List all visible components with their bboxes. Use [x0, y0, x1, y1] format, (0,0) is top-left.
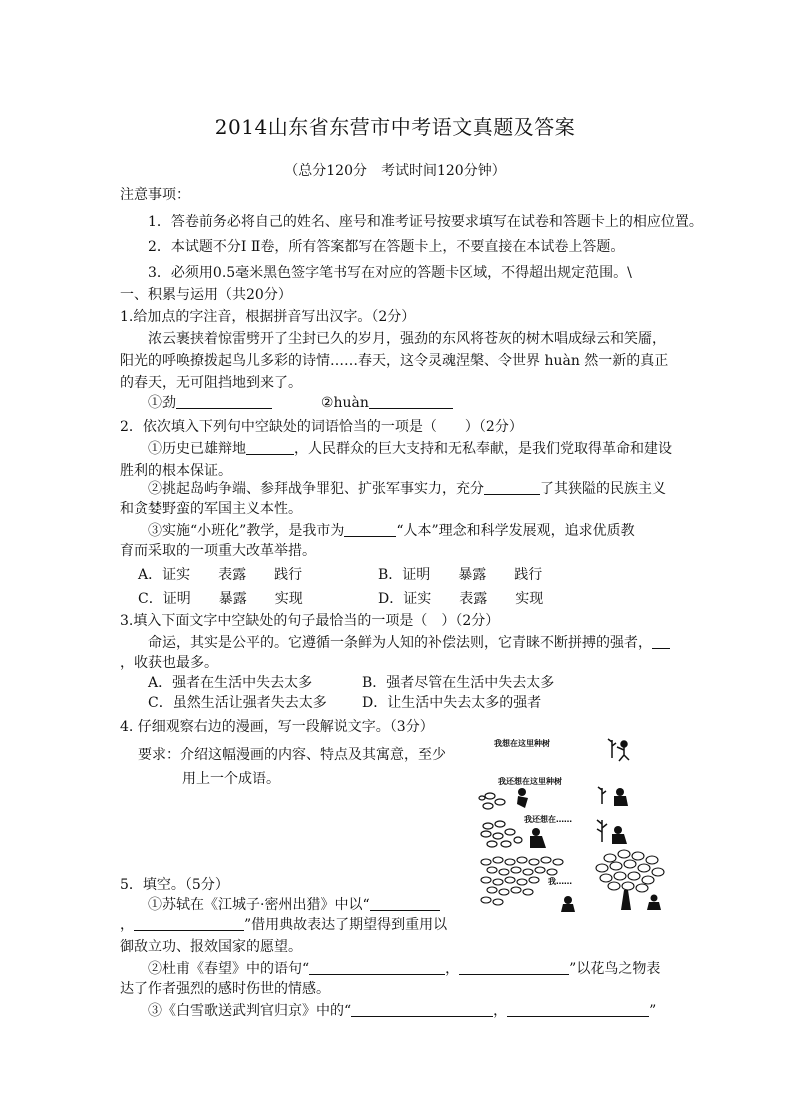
blank	[484, 480, 540, 495]
question-text: 的春天，无可阻挡地到来了。	[120, 375, 302, 391]
text-run: ”	[649, 1003, 657, 1019]
page-title: 2014山东省东营市中考语文真题及答案	[214, 115, 576, 139]
question-text	[148, 522, 635, 540]
option: B．强者尽管在生活中失去太多	[362, 675, 555, 691]
blank	[507, 1002, 649, 1017]
text-run: ，	[120, 917, 134, 933]
blank	[176, 394, 272, 409]
question-stem: 2．依次填入下列句中空缺处的词语恰当的一项是（ ）（2分）	[120, 419, 523, 435]
option: B．证明 暴露 践行	[378, 567, 543, 583]
option: D．让生活中失去太多的强者	[362, 695, 542, 711]
answer-label: ②huàn	[320, 395, 369, 411]
cartoon-caption: 我还想在……	[524, 815, 572, 824]
question-stem: 1.给加点的字注音，根据拼音写出汉字。（2分）	[120, 309, 416, 325]
question-text	[148, 960, 660, 978]
cartoon-caption: 我还想在这里种树	[498, 777, 562, 786]
blank	[344, 522, 396, 537]
question-text: ，收获也最多。	[120, 655, 218, 671]
question-text	[148, 1002, 656, 1020]
blank	[351, 1002, 493, 1017]
answer-label: ①劲	[148, 395, 176, 411]
text-run: ②杜甫《春望》中的语句“	[148, 961, 310, 977]
text-run: ，	[445, 961, 460, 977]
question-text	[148, 480, 666, 498]
question-text: 浓云裹挟着惊雷劈开了尘封已久的岁月，强劲的东风将苍灰的树木唱成绿云和笑靥，	[148, 331, 666, 347]
question-text: 胜利的根本保证。	[120, 463, 232, 479]
cartoon-illustration	[478, 732, 668, 914]
text-run: ”以花鸟之物表	[569, 961, 661, 977]
blank	[652, 634, 670, 649]
question-text: 育而采取的一项重大改革举措。	[120, 543, 316, 559]
cartoon-caption: 我想在这里种树	[494, 739, 550, 748]
blank	[309, 960, 445, 975]
text-run: ，人民群众的巨大支持和无私奉献，是我们党取得革命和建设	[294, 441, 672, 457]
text-run: ”借用典故表达了期望得到重用以	[244, 917, 448, 933]
text-run: ①苏轼在《江城子·密州出猎》中以“	[148, 897, 370, 913]
cartoon-image	[478, 732, 668, 914]
text-run: ②挑起岛屿争端、参拜战争罪犯、扩张军事实力，充分	[148, 481, 484, 497]
section-heading: 一、积累与运用（共20分）	[120, 287, 292, 303]
text-run: ③《白雪歌送武判官归京》中的“	[148, 1003, 352, 1019]
text-run: 了其狭隘的民族主义	[540, 481, 666, 497]
question-text: 用上一个成语。	[182, 771, 280, 787]
notice-item: 1．答卷前务必将自己的姓名、座号和准考证号按要求填写在试卷和答题卡上的相应位置。	[148, 214, 703, 230]
option: C．证明 暴露 实现	[138, 591, 303, 607]
blank	[134, 916, 244, 931]
option: A．强者在生活中失去太多	[148, 675, 313, 691]
question-stem: 5．填空。（5分）	[120, 877, 229, 893]
blank	[246, 440, 294, 455]
question-text: 阳光的呼唤撩拨起鸟儿多彩的诗情……春天，这令灵魂涅槃、令世界 huàn 然一新的真正	[120, 353, 669, 369]
text-run: 命运，其实是公平的。它遵循一条鲜为人知的补偿法则，它青睐不断拼搏的强者，	[148, 635, 652, 651]
question-stem: 4. 仔细观察右边的漫画，写一段解说文字。（3分）	[120, 719, 434, 735]
text-run: “人本”理念和科学发展观，追求优质教	[396, 523, 635, 539]
blank	[459, 960, 569, 975]
notice-heading: 注意事项：	[120, 187, 190, 203]
question-text	[148, 896, 440, 914]
option: D．证实 表露 实现	[378, 591, 544, 607]
option: A．证实 表露 践行	[138, 567, 303, 583]
notice-item: 2．本试题不分Ⅰ Ⅱ卷，所有答案都写在答题卡上，不要直接在本试卷上答题。	[148, 239, 625, 255]
text-run: ③实施“小班化”教学，是我市为	[148, 523, 345, 539]
blank	[369, 394, 453, 409]
question-text: 达了作者强烈的感时伤世的情感。	[120, 981, 330, 997]
question-text	[148, 440, 672, 458]
cartoon-caption: 我……	[548, 877, 572, 886]
page-subtitle: （总分120分 考试时间120分钟）	[284, 163, 506, 179]
question-text: 和贪婪野蛮的军国主义本性。	[120, 501, 302, 517]
text-run: ，	[493, 1003, 508, 1019]
text-run: ①历史已雄辩地	[148, 441, 246, 457]
notice-item: 3．必须用0.5毫米黑色签字笔书写在对应的答题卡区域，不得超出规定范围。\	[148, 265, 632, 281]
question-text: 御敌立功、报效国家的愿望。	[120, 939, 302, 955]
question-text	[148, 634, 670, 652]
question-text	[120, 916, 447, 934]
blank	[370, 896, 440, 911]
question-text: 要求：介绍这幅漫画的内容、特点及其寓意，至少	[138, 747, 446, 763]
answer-line	[148, 394, 453, 412]
question-stem: 3.填入下面文字中空缺处的句子最恰当的一项是（ ）（2分）	[120, 613, 500, 629]
option: C．虽然生活让强者失去太多	[148, 695, 327, 711]
